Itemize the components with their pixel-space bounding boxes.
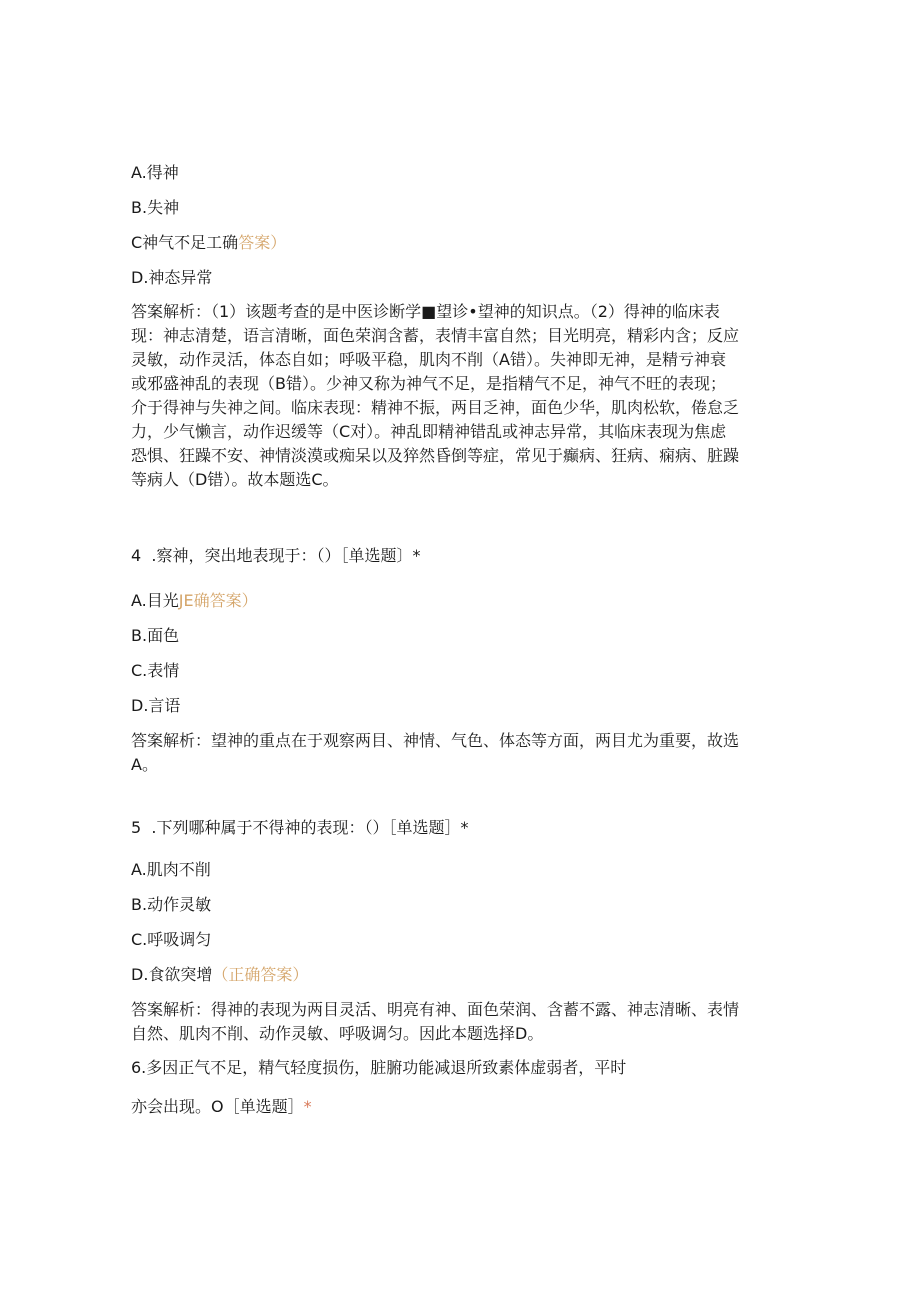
- q3-option-b: [131, 198, 179, 218]
- q4-option-b: [131, 626, 179, 646]
- question-title: 4 .察神，突出地表现于：（）［单选题〕*: [131, 546, 421, 565]
- q3-option-c: [131, 233, 286, 253]
- analysis-line: 现：神志清楚，语言清晰，面色荣润含蓄，表情丰富自然；目光明亮，精彩内含；反应: [131, 326, 740, 345]
- analysis-line: 答案解析：（1）该题考查的是中医诊断学■望诊•望神的知识点。（2）得神的临床表: [131, 302, 720, 321]
- q4-option-a: [131, 591, 258, 611]
- option-text: D.言语: [131, 696, 181, 715]
- q6-title-line-1: [131, 1058, 626, 1078]
- analysis-line: 答案解析：得神的表现为两目灵活、明亮有神、面色荣润、含蓄不露、神志清晰、表情: [131, 1000, 740, 1019]
- q5-option-a: [131, 860, 211, 880]
- question-title: 5 .下列哪种属于不得神的表现：（）［单选题］*: [131, 818, 469, 837]
- required-star: *: [303, 1097, 312, 1116]
- question-title: 6.多因正气不足，精气轻度损伤，脏腑功能减退所致素体虚弱者，平时: [131, 1058, 627, 1077]
- analysis-line: 或邪盛神乱的表现（B错）。少神又称为神气不足，是指精气不足，神气不旺的表现；: [131, 374, 726, 393]
- option-text: C神气不足工确: [131, 233, 239, 252]
- q4-title: [131, 546, 420, 566]
- option-text: B.失神: [131, 198, 180, 217]
- analysis-line: 介于得神与失神之间。临床表现：精神不振，两目乏神，面色少华，肌肉松软，倦怠乏: [131, 398, 740, 417]
- option-text: B.面色: [131, 626, 180, 645]
- q3-option-d: [131, 268, 212, 288]
- q4-option-d: [131, 696, 180, 716]
- correct-answer-mark: （正确答案）: [212, 965, 309, 984]
- q5-title: [131, 818, 468, 838]
- option-text: A.目光: [131, 591, 179, 610]
- correct-answer-mark: JE确答案）: [178, 591, 258, 610]
- option-text: B.动作灵敏: [131, 895, 212, 914]
- option-text: C.呼吸调匀: [131, 930, 212, 949]
- option-text: D.食欲突增: [131, 965, 213, 984]
- q5-option-c: [131, 930, 211, 950]
- analysis-line: 自然、肌肉不削、动作灵敏、呼吸调匀。因此本题选择D。: [131, 1024, 544, 1043]
- q6-title-line-2: [131, 1097, 312, 1117]
- analysis-line: 答案解析：望神的重点在于观察两目、神情、气色、体态等方面，两目尤为重要，故选: [131, 731, 740, 750]
- analysis-line: 恐惧、狂躁不安、神情淡漠或痴呆以及猝然昏倒等症，常见于癫病、狂病、痫病、脏躁: [131, 446, 740, 465]
- correct-answer-mark: 答案）: [238, 233, 287, 252]
- q4-answer-analysis: [131, 729, 781, 777]
- q5-option-d: [131, 965, 308, 985]
- option-text: C.表情: [131, 661, 180, 680]
- q4-option-c: [131, 661, 179, 681]
- analysis-line: 等病人（D错）。故本题选C。: [131, 470, 339, 489]
- analysis-line: 力，少气懒言，动作迟缓等（C对）。神乱即精神错乱或神志异常，其临床表现为焦虑: [131, 422, 727, 441]
- q5-option-b: [131, 895, 211, 915]
- question-title: 亦会出现。O［单选题］: [131, 1097, 304, 1116]
- option-text: D.神态异常: [131, 268, 213, 287]
- option-text: A.得神: [131, 163, 179, 182]
- analysis-line: A。: [131, 755, 158, 774]
- option-text: A.肌肉不削: [131, 860, 211, 879]
- q3-option-a: [131, 163, 179, 183]
- analysis-line: 灵敏，动作灵活，体态自如；呼吸平稳，肌肉不削（A错）。失神即无神，是精亏神衰: [131, 350, 726, 369]
- q5-answer-analysis: [131, 998, 781, 1046]
- q3-answer-analysis: [131, 300, 781, 492]
